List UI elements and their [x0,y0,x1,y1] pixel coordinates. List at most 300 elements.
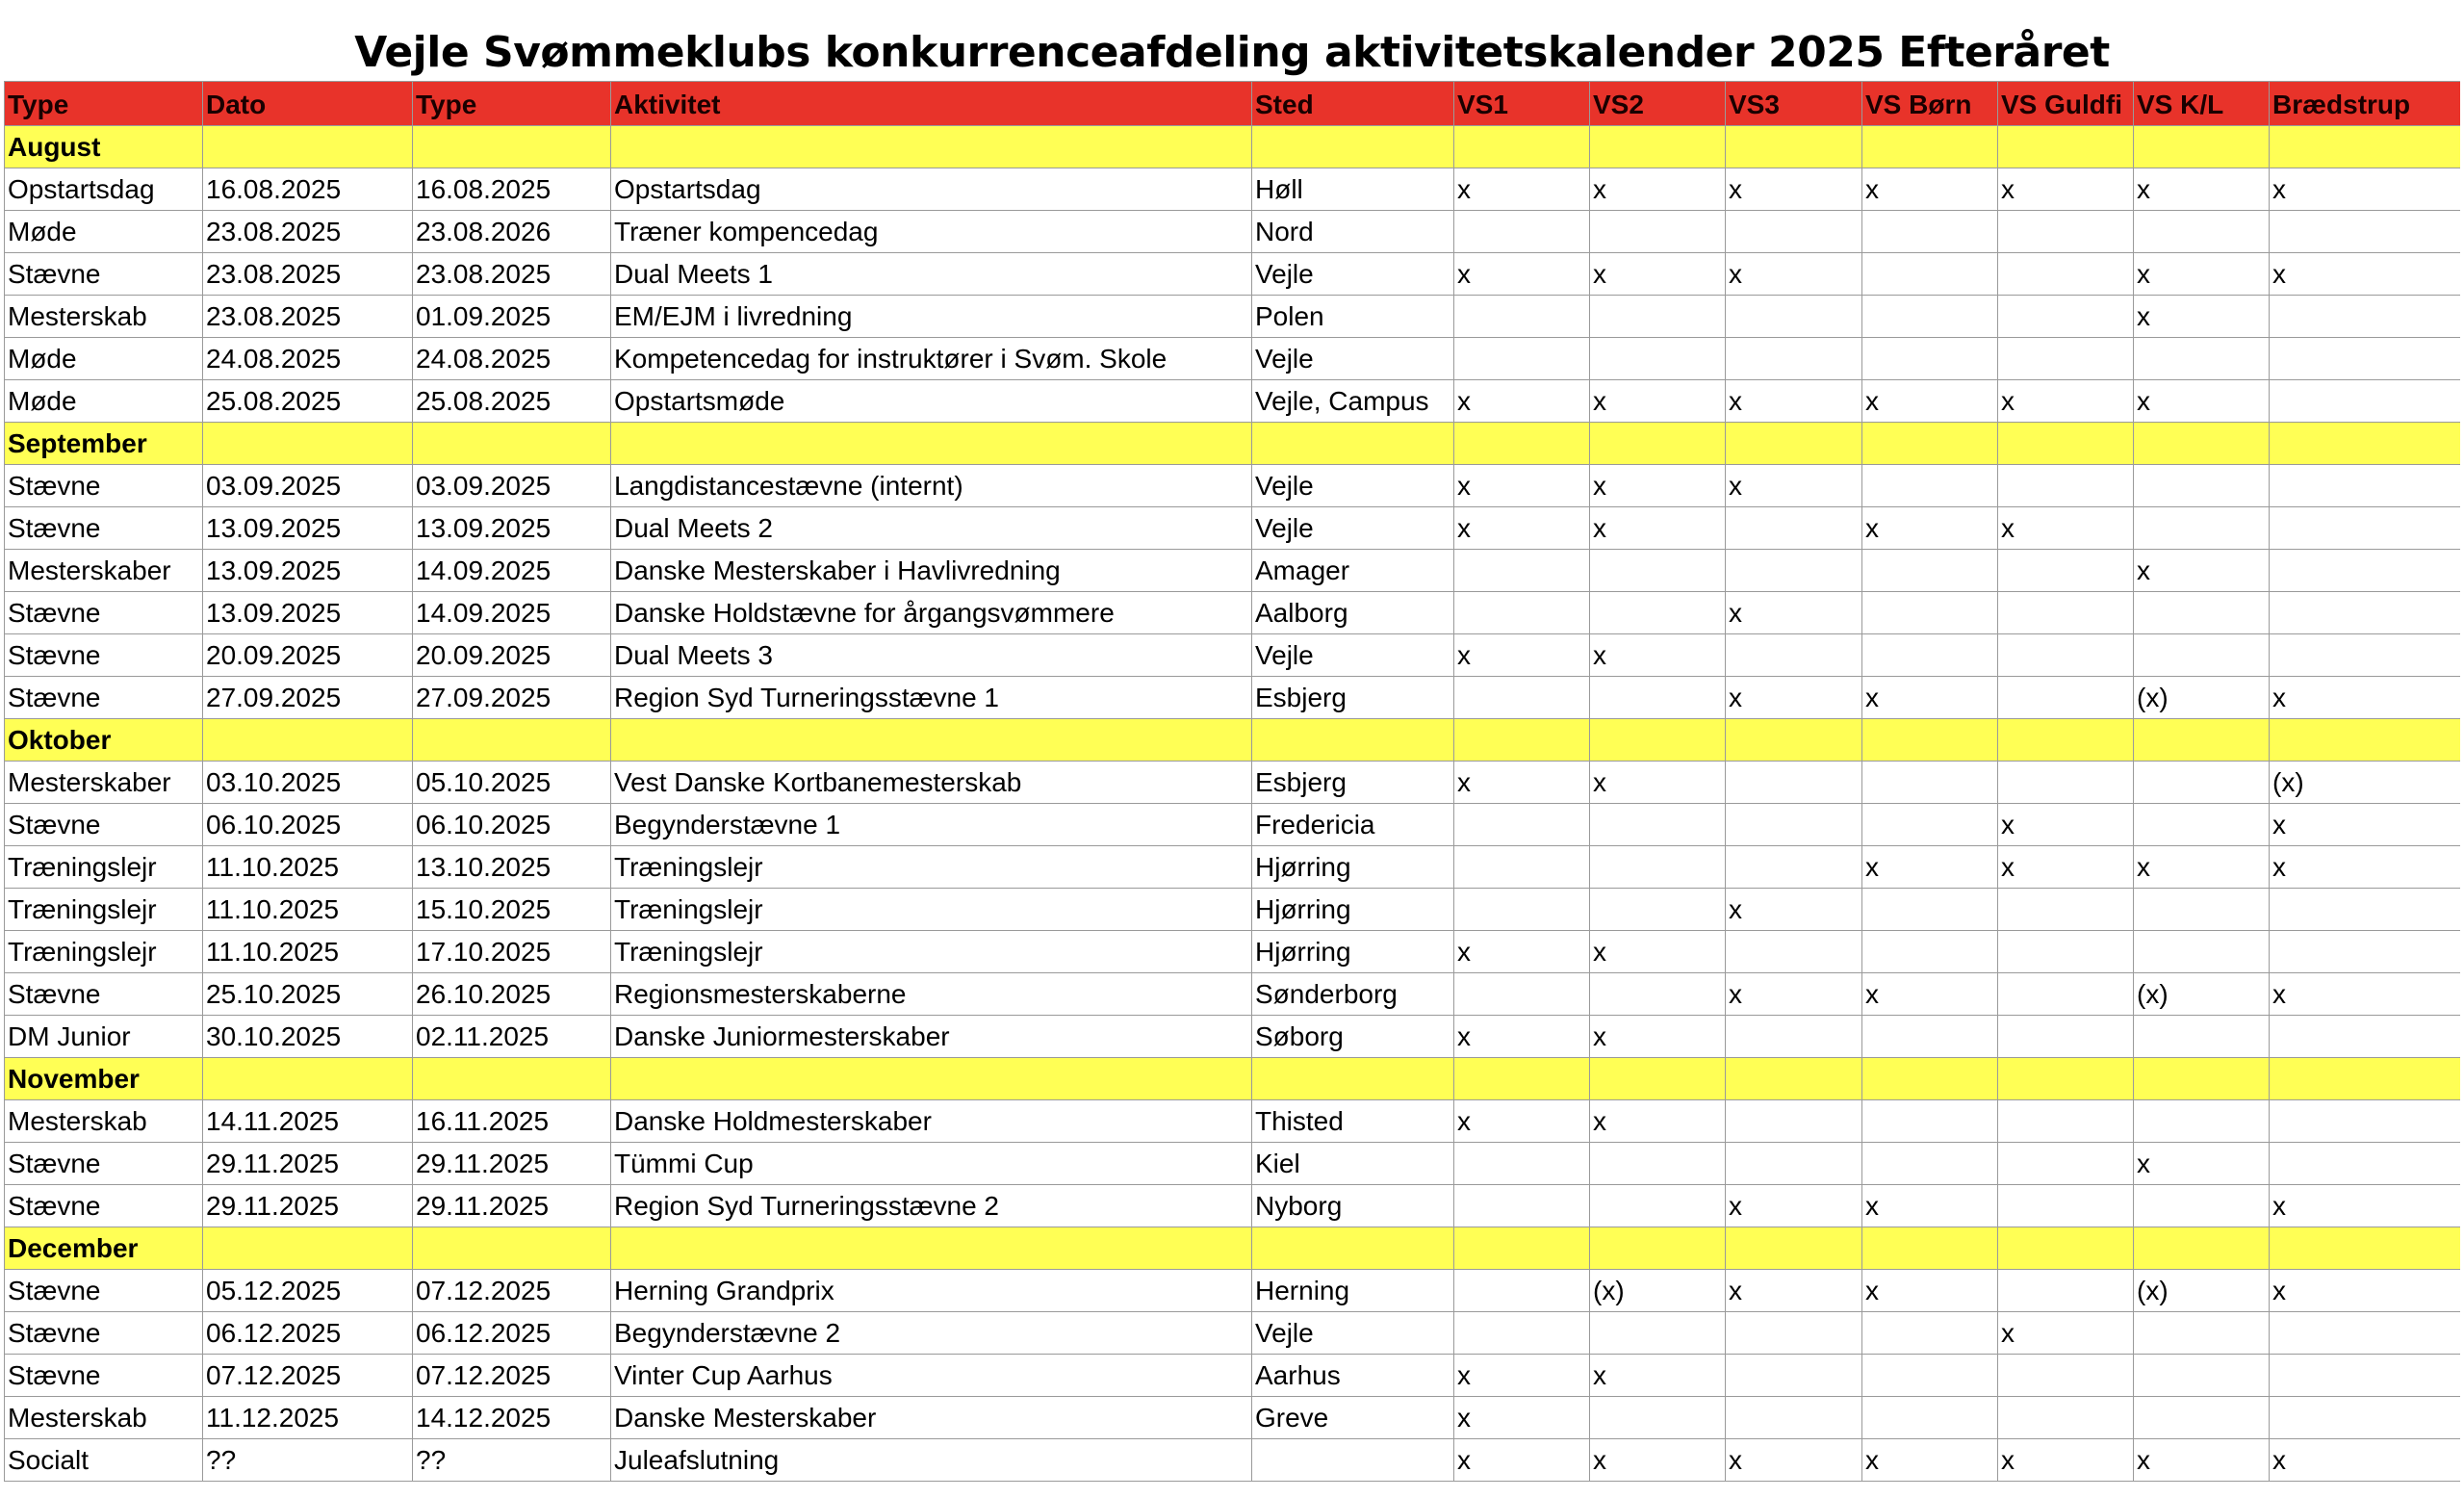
cell-type[interactable]: Mesterskaber [5,762,203,804]
cell-vs1[interactable] [1454,296,1590,338]
cell-vs3[interactable]: x [1726,380,1862,423]
cell-type2[interactable]: 16.08.2025 [413,168,611,211]
cell-vs-born[interactable]: x [1862,1270,1998,1312]
cell[interactable] [1252,126,1454,168]
cell-vs-born[interactable] [1862,1143,1998,1185]
cell-vs-born[interactable] [1862,211,1998,253]
cell-vs2[interactable] [1590,211,1726,253]
cell-vs-guldfi[interactable]: x [1998,380,2134,423]
cell-vs-guldfi[interactable]: x [1998,846,2134,889]
cell-type[interactable]: Stævne [5,1270,203,1312]
cell[interactable] [1454,126,1590,168]
cell-type2[interactable]: 07.12.2025 [413,1355,611,1397]
cell-vs3[interactable] [1726,296,1862,338]
column-header-sted[interactable]: Sted [1252,82,1454,126]
cell-vs3[interactable]: x [1726,592,1862,634]
cell-dato[interactable]: 05.12.2025 [203,1270,413,1312]
cell[interactable] [611,719,1252,762]
column-header-braedstrup[interactable]: Brædstrup [2270,82,2464,126]
cell-dato[interactable]: 11.10.2025 [203,889,413,931]
cell-aktivitet[interactable]: Danske Holdmesterskaber [611,1100,1252,1143]
cell-vs-born[interactable]: x [1862,1185,1998,1227]
cell[interactable] [2270,423,2464,465]
cell-vs-guldfi[interactable] [1998,1143,2134,1185]
cell[interactable] [2270,126,2464,168]
cell-braedstrup[interactable]: x [2270,804,2464,846]
cell[interactable] [413,719,611,762]
cell-braedstrup[interactable] [2270,634,2464,677]
cell-vs-guldfi[interactable] [1998,1185,2134,1227]
cell-vs1[interactable] [1454,973,1590,1016]
cell-vs-guldfi[interactable] [1998,1355,2134,1397]
cell-dato[interactable]: 25.08.2025 [203,380,413,423]
cell-braedstrup[interactable] [2270,1355,2464,1397]
cell[interactable] [1862,1058,1998,1100]
cell-vs1[interactable]: x [1454,1397,1590,1439]
cell-type[interactable]: Socialt [5,1439,203,1482]
cell-vs-born[interactable]: x [1862,380,1998,423]
cell-type2[interactable]: 05.10.2025 [413,762,611,804]
cell-type[interactable]: DM Junior [5,1016,203,1058]
cell-vs2[interactable] [1590,338,1726,380]
cell-vs3[interactable] [1726,338,1862,380]
cell-braedstrup[interactable] [2270,211,2464,253]
cell-aktivitet[interactable]: Tümmi Cup [611,1143,1252,1185]
cell-type[interactable]: Stævne [5,253,203,296]
cell-type2[interactable]: 25.08.2025 [413,380,611,423]
cell-aktivitet[interactable]: Træner kompencedag [611,211,1252,253]
cell-vs3[interactable] [1726,931,1862,973]
cell-vs1[interactable]: x [1454,1016,1590,1058]
cell-vs-guldfi[interactable] [1998,1016,2134,1058]
cell-dato[interactable]: 16.08.2025 [203,168,413,211]
cell-vs-born[interactable] [1862,1016,1998,1058]
cell-aktivitet[interactable]: Træningslejr [611,889,1252,931]
cell-type[interactable]: Træningslejr [5,889,203,931]
cell-braedstrup[interactable]: x [2270,846,2464,889]
cell-type2[interactable]: 02.11.2025 [413,1016,611,1058]
cell-vs-guldfi[interactable] [1998,1100,2134,1143]
cell[interactable] [1726,423,1862,465]
cell-dato[interactable]: 06.10.2025 [203,804,413,846]
cell-type2[interactable]: 23.08.2026 [413,211,611,253]
cell-type[interactable]: Stævne [5,634,203,677]
cell-vs3[interactable] [1726,1397,1862,1439]
cell-vs-kl[interactable] [2134,1312,2270,1355]
cell[interactable] [1998,423,2134,465]
cell-aktivitet[interactable]: Dual Meets 2 [611,507,1252,550]
cell-vs1[interactable] [1454,338,1590,380]
cell[interactable] [1726,1058,1862,1100]
cell-vs-born[interactable]: x [1862,846,1998,889]
cell[interactable] [2134,719,2270,762]
column-header-aktivitet[interactable]: Aktivitet [611,82,1252,126]
cell-vs-kl[interactable]: (x) [2134,677,2270,719]
cell-vs-born[interactable] [1862,296,1998,338]
cell-type2[interactable]: 20.09.2025 [413,634,611,677]
cell-vs-guldfi[interactable] [1998,211,2134,253]
cell-vs-kl[interactable] [2134,1100,2270,1143]
cell-type[interactable]: Opstartsdag [5,168,203,211]
cell[interactable] [1252,1227,1454,1270]
cell-vs3[interactable]: x [1726,677,1862,719]
cell[interactable] [203,719,413,762]
cell-aktivitet[interactable]: Danske Juniormesterskaber [611,1016,1252,1058]
column-header-vs2[interactable]: VS2 [1590,82,1726,126]
cell-type2[interactable]: 23.08.2025 [413,253,611,296]
cell-type[interactable]: Stævne [5,465,203,507]
cell-type[interactable]: Møde [5,338,203,380]
cell-vs2[interactable]: x [1590,1439,1726,1482]
cell-vs1[interactable] [1454,1185,1590,1227]
cell-vs1[interactable]: x [1454,634,1590,677]
cell-braedstrup[interactable] [2270,889,2464,931]
cell-dato[interactable]: 24.08.2025 [203,338,413,380]
cell-braedstrup[interactable] [2270,1016,2464,1058]
cell-vs-guldfi[interactable] [1998,465,2134,507]
cell-vs-born[interactable] [1862,338,1998,380]
cell-type[interactable]: Træningslejr [5,846,203,889]
cell-type2[interactable]: 01.09.2025 [413,296,611,338]
cell[interactable] [1862,423,1998,465]
cell-vs1[interactable]: x [1454,465,1590,507]
cell-vs-guldfi[interactable] [1998,973,2134,1016]
cell-type2[interactable]: 06.10.2025 [413,804,611,846]
cell-braedstrup[interactable] [2270,1100,2464,1143]
cell-vs-born[interactable] [1862,1100,1998,1143]
cell-aktivitet[interactable]: Danske Holdstævne for årgangsvømmere [611,592,1252,634]
cell-vs-kl[interactable] [2134,804,2270,846]
cell-sted[interactable]: Hjørring [1252,889,1454,931]
cell[interactable] [1454,423,1590,465]
cell-vs1[interactable] [1454,804,1590,846]
cell-vs-kl[interactable] [2134,1016,2270,1058]
cell-sted[interactable]: Esbjerg [1252,677,1454,719]
cell[interactable] [611,1227,1252,1270]
cell-vs1[interactable]: x [1454,380,1590,423]
cell-vs3[interactable]: x [1726,1185,1862,1227]
cell-sted[interactable]: Sønderborg [1252,973,1454,1016]
cell-vs-born[interactable] [1862,1355,1998,1397]
cell[interactable] [1998,1227,2134,1270]
cell-vs1[interactable]: x [1454,1355,1590,1397]
cell-vs-kl[interactable] [2134,338,2270,380]
cell-dato[interactable]: ?? [203,1439,413,1482]
cell-sted[interactable]: Amager [1252,550,1454,592]
cell-type[interactable]: Mesterskab [5,1100,203,1143]
cell-type2[interactable]: 06.12.2025 [413,1312,611,1355]
cell[interactable] [1862,1227,1998,1270]
cell-sted[interactable]: Kiel [1252,1143,1454,1185]
cell-type[interactable]: Stævne [5,804,203,846]
cell-vs2[interactable]: x [1590,1355,1726,1397]
cell-vs-kl[interactable]: x [2134,253,2270,296]
cell-vs2[interactable]: x [1590,168,1726,211]
cell-vs-kl[interactable]: x [2134,296,2270,338]
cell-sted[interactable]: Vejle [1252,338,1454,380]
cell[interactable] [203,1227,413,1270]
cell-vs-born[interactable] [1862,1312,1998,1355]
cell-aktivitet[interactable]: Region Syd Turneringsstævne 1 [611,677,1252,719]
cell[interactable] [1590,1227,1726,1270]
cell[interactable] [1590,126,1726,168]
cell[interactable] [1998,719,2134,762]
cell-braedstrup[interactable] [2270,1312,2464,1355]
cell-dato[interactable]: 14.11.2025 [203,1100,413,1143]
cell-vs3[interactable] [1726,1143,1862,1185]
cell-vs-guldfi[interactable] [1998,1397,2134,1439]
cell-sted[interactable]: Søborg [1252,1016,1454,1058]
cell-vs-guldfi[interactable] [1998,889,2134,931]
cell-type2[interactable]: ?? [413,1439,611,1482]
cell-type[interactable]: Stævne [5,677,203,719]
cell-vs-born[interactable] [1862,762,1998,804]
cell-vs3[interactable]: x [1726,1270,1862,1312]
cell-vs2[interactable] [1590,1312,1726,1355]
cell-braedstrup[interactable] [2270,465,2464,507]
cell-aktivitet[interactable]: Danske Mesterskaber i Havlivredning [611,550,1252,592]
cell-dato[interactable]: 11.12.2025 [203,1397,413,1439]
cell[interactable] [1454,1058,1590,1100]
cell-braedstrup[interactable] [2270,1143,2464,1185]
cell-vs1[interactable] [1454,1270,1590,1312]
cell-braedstrup[interactable] [2270,507,2464,550]
cell-vs-kl[interactable]: x [2134,1143,2270,1185]
cell-vs2[interactable] [1590,846,1726,889]
cell-vs-kl[interactable]: x [2134,380,2270,423]
cell-vs-born[interactable] [1862,465,1998,507]
cell-dato[interactable]: 20.09.2025 [203,634,413,677]
cell[interactable] [1454,719,1590,762]
cell-braedstrup[interactable]: (x) [2270,762,2464,804]
cell-vs-kl[interactable]: (x) [2134,1270,2270,1312]
cell-braedstrup[interactable] [2270,1397,2464,1439]
cell-vs2[interactable] [1590,296,1726,338]
cell-dato[interactable]: 11.10.2025 [203,931,413,973]
cell-dato[interactable]: 06.12.2025 [203,1312,413,1355]
cell-vs3[interactable] [1726,507,1862,550]
month-label[interactable]: December [5,1227,203,1270]
cell-vs3[interactable] [1726,846,1862,889]
cell-vs2[interactable] [1590,677,1726,719]
cell-sted[interactable]: Esbjerg [1252,762,1454,804]
cell-vs1[interactable] [1454,592,1590,634]
cell-vs3[interactable] [1726,550,1862,592]
cell-vs2[interactable]: x [1590,465,1726,507]
cell-vs-kl[interactable] [2134,1397,2270,1439]
cell-vs-born[interactable] [1862,550,1998,592]
cell-vs2[interactable] [1590,1143,1726,1185]
cell[interactable] [1454,1227,1590,1270]
column-header-type2[interactable]: Type [413,82,611,126]
cell-dato[interactable]: 11.10.2025 [203,846,413,889]
month-label[interactable]: August [5,126,203,168]
cell-vs-kl[interactable]: (x) [2134,973,2270,1016]
cell-aktivitet[interactable]: Vest Danske Kortbanemesterskab [611,762,1252,804]
cell-vs2[interactable]: x [1590,634,1726,677]
cell-braedstrup[interactable]: x [2270,677,2464,719]
cell-type[interactable]: Mesterskab [5,296,203,338]
cell-vs3[interactable] [1726,1016,1862,1058]
cell-type2[interactable]: 14.12.2025 [413,1397,611,1439]
cell-vs2[interactable] [1590,550,1726,592]
cell-braedstrup[interactable]: x [2270,1439,2464,1482]
cell-vs-born[interactable] [1862,253,1998,296]
cell[interactable] [1590,719,1726,762]
cell-sted[interactable]: Fredericia [1252,804,1454,846]
cell-vs3[interactable]: x [1726,465,1862,507]
column-header-vs-guldfi[interactable]: VS Guldfi [1998,82,2134,126]
cell[interactable] [203,1058,413,1100]
cell-type2[interactable]: 27.09.2025 [413,677,611,719]
cell-dato[interactable]: 29.11.2025 [203,1185,413,1227]
cell-vs-guldfi[interactable] [1998,550,2134,592]
cell-dato[interactable]: 13.09.2025 [203,592,413,634]
cell[interactable] [413,1227,611,1270]
cell-type[interactable]: Stævne [5,1143,203,1185]
cell-type2[interactable]: 16.11.2025 [413,1100,611,1143]
cell[interactable] [2270,1058,2464,1100]
cell-dato[interactable]: 29.11.2025 [203,1143,413,1185]
cell-vs-kl[interactable] [2134,1185,2270,1227]
cell[interactable] [1590,423,1726,465]
cell-type[interactable]: Træningslejr [5,931,203,973]
cell[interactable] [413,1058,611,1100]
month-label[interactable]: Oktober [5,719,203,762]
cell[interactable] [2270,1227,2464,1270]
cell-type2[interactable]: 29.11.2025 [413,1143,611,1185]
cell-aktivitet[interactable]: Danske Mesterskaber [611,1397,1252,1439]
cell[interactable] [2134,1058,2270,1100]
cell-vs2[interactable]: x [1590,507,1726,550]
cell[interactable] [611,1058,1252,1100]
cell-type[interactable]: Mesterskaber [5,550,203,592]
cell-vs-born[interactable]: x [1862,168,1998,211]
cell-vs2[interactable]: x [1590,762,1726,804]
cell-vs2[interactable] [1590,1397,1726,1439]
cell-sted[interactable]: Thisted [1252,1100,1454,1143]
cell[interactable] [611,423,1252,465]
cell-braedstrup[interactable] [2270,931,2464,973]
cell-aktivitet[interactable]: Opstartsmøde [611,380,1252,423]
cell-aktivitet[interactable]: Træningslejr [611,931,1252,973]
cell-braedstrup[interactable]: x [2270,973,2464,1016]
cell[interactable] [1726,126,1862,168]
cell-vs-guldfi[interactable] [1998,634,2134,677]
cell-type2[interactable]: 24.08.2025 [413,338,611,380]
cell-sted[interactable]: Vejle [1252,507,1454,550]
cell-vs-kl[interactable] [2134,762,2270,804]
cell-vs-guldfi[interactable] [1998,762,2134,804]
cell-aktivitet[interactable]: Dual Meets 3 [611,634,1252,677]
cell-type[interactable]: Stævne [5,592,203,634]
cell-vs-kl[interactable] [2134,465,2270,507]
cell-aktivitet[interactable]: Kompetencedag for instruktører i Svøm. Skole [611,338,1252,380]
cell-type[interactable]: Møde [5,380,203,423]
cell-type[interactable]: Stævne [5,973,203,1016]
cell-vs-kl[interactable]: x [2134,846,2270,889]
cell-vs-kl[interactable] [2134,507,2270,550]
cell-dato[interactable]: 13.09.2025 [203,550,413,592]
cell-vs-kl[interactable] [2134,931,2270,973]
cell-type2[interactable]: 13.10.2025 [413,846,611,889]
cell-vs1[interactable] [1454,846,1590,889]
cell[interactable] [1726,719,1862,762]
cell-sted[interactable]: Nord [1252,211,1454,253]
month-label[interactable]: September [5,423,203,465]
column-header-type[interactable]: Type [5,82,203,126]
cell[interactable] [2134,1227,2270,1270]
column-header-vs-kl[interactable]: VS K/L [2134,82,2270,126]
cell-sted[interactable]: Vejle [1252,253,1454,296]
cell-vs-kl[interactable] [2134,1355,2270,1397]
cell-type[interactable]: Stævne [5,1312,203,1355]
cell-vs1[interactable] [1454,1312,1590,1355]
cell-vs3[interactable] [1726,804,1862,846]
cell-vs-kl[interactable] [2134,634,2270,677]
cell-vs3[interactable] [1726,1312,1862,1355]
cell-type[interactable]: Møde [5,211,203,253]
cell-type2[interactable]: 15.10.2025 [413,889,611,931]
column-header-dato[interactable]: Dato [203,82,413,126]
cell-vs-kl[interactable] [2134,592,2270,634]
cell-vs-born[interactable] [1862,592,1998,634]
cell-aktivitet[interactable]: Langdistancestævne (internt) [611,465,1252,507]
cell-vs-born[interactable] [1862,634,1998,677]
cell-vs-guldfi[interactable]: x [1998,507,2134,550]
cell-vs3[interactable] [1726,1100,1862,1143]
cell-vs-born[interactable]: x [1862,973,1998,1016]
cell-type2[interactable]: 13.09.2025 [413,507,611,550]
cell-vs3[interactable]: x [1726,253,1862,296]
cell-vs3[interactable] [1726,762,1862,804]
cell-dato[interactable]: 23.08.2025 [203,296,413,338]
cell[interactable] [203,126,413,168]
cell-vs1[interactable]: x [1454,1100,1590,1143]
cell-aktivitet[interactable]: Træningslejr [611,846,1252,889]
cell-sted[interactable]: Herning [1252,1270,1454,1312]
column-header-vs1[interactable]: VS1 [1454,82,1590,126]
cell-vs3[interactable] [1726,634,1862,677]
cell-aktivitet[interactable]: Herning Grandprix [611,1270,1252,1312]
cell[interactable] [1252,719,1454,762]
cell-sted[interactable]: Høll [1252,168,1454,211]
cell-braedstrup[interactable] [2270,380,2464,423]
cell-braedstrup[interactable] [2270,296,2464,338]
cell-sted[interactable] [1252,1439,1454,1482]
cell[interactable] [413,126,611,168]
cell-type2[interactable]: 14.09.2025 [413,550,611,592]
cell-vs-born[interactable] [1862,889,1998,931]
cell-vs1[interactable] [1454,889,1590,931]
cell-type[interactable]: Stævne [5,1355,203,1397]
cell-vs-born[interactable]: x [1862,1439,1998,1482]
cell-vs1[interactable]: x [1454,1439,1590,1482]
cell-dato[interactable]: 27.09.2025 [203,677,413,719]
cell-vs2[interactable]: x [1590,1016,1726,1058]
cell-dato[interactable]: 07.12.2025 [203,1355,413,1397]
cell[interactable] [1998,126,2134,168]
cell-vs-guldfi[interactable] [1998,338,2134,380]
cell[interactable] [2134,423,2270,465]
cell-vs-born[interactable]: x [1862,507,1998,550]
cell-vs3[interactable]: x [1726,168,1862,211]
cell-vs2[interactable]: x [1590,253,1726,296]
cell-vs3[interactable] [1726,1355,1862,1397]
cell-aktivitet[interactable]: Region Syd Turneringsstævne 2 [611,1185,1252,1227]
cell-vs1[interactable] [1454,677,1590,719]
cell-dato[interactable]: 23.08.2025 [203,253,413,296]
